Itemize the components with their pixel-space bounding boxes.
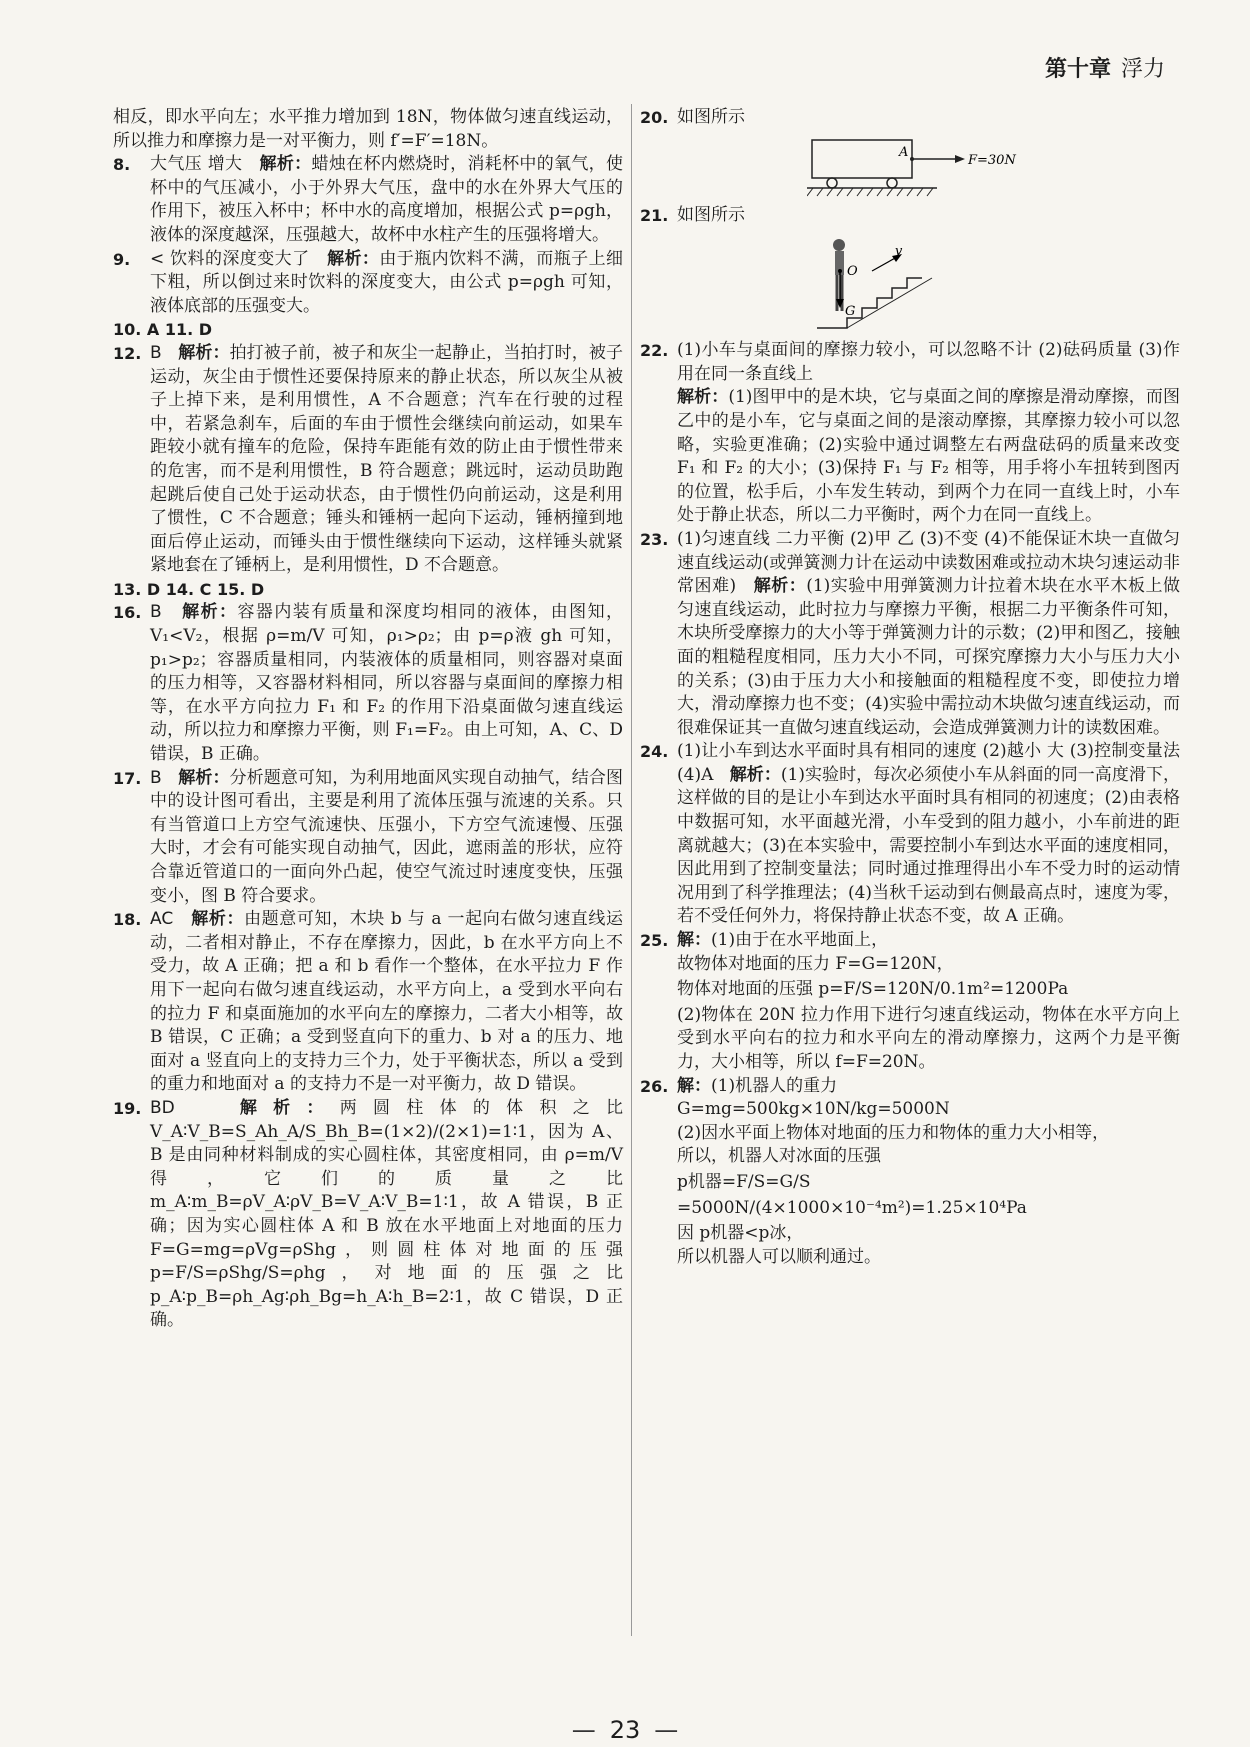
answer-25 xyxy=(640,929,1180,1075)
velocity-arrow xyxy=(872,257,897,271)
question-number: 17. xyxy=(113,768,142,788)
question-number: 20. xyxy=(640,108,669,127)
analysis-text: 两圆柱体的体积之比 V_A∶V_B=S_Ah_A/S_Bh_B=(1×2)/(2×1)=1∶1，因为 A、B 是由同种材料制成的实心圆柱体，其密度相同，由 ρ=m/V 得，它们的质量之比 m_A∶m_B=ρV_A∶ρV_B=V_A∶V_B=1∶1，故 A 错误，B 正确；因为实心圆柱体 A 和 B 放在水平地面上对地面的压力 F=G=mg=ρVg=ρShg，则圆柱体对地面的压强 p=F/S=ρShg/S=ρhg，对地面的压强之比 p_A∶p_B=ρh_Ag∶ρh_Bg=h_A∶h_B=2∶1，故 C 错误，D 正确。 xyxy=(150,1097,624,1331)
analysis-text: 由于瓶内饮料不满，而瓶子上细下粗，所以倒过来时饮料的深度变大，由公式 p=ρgh 可知，液体底部的压强变大。 xyxy=(150,248,624,316)
analysis-label: 解析： xyxy=(677,387,729,408)
force-diagram-block xyxy=(807,136,1037,198)
solution-formula-2: =5000N/(4×1000×10⁻⁴m²)=1.25×10⁴Pa xyxy=(677,1197,1027,1218)
column-divider xyxy=(631,104,632,1636)
analysis-label: 解析： xyxy=(327,248,380,269)
answer-text: BD xyxy=(150,1097,175,1118)
analysis-label: 解析： xyxy=(178,767,230,788)
analysis-text: 容器内装有质量和深度均相同的液体，由图知，V₁<V₂，根据 ρ=m/V 可知，ρ₁>ρ₂；由 p=ρ液 gh 可知，p₁>p₂；容器质量相同，内装液体的质量相同，则容器对桌面的压力相等，又容器材料相同，所以容器与桌面间的摩擦力相等，在水平方向拉力 F₁ 和 F₂ 的作用下沿桌面做匀速直线运动，所以拉力和摩擦力平衡，则 F₁=F₂。由上可知，A、C、D 错误，B 正确。 xyxy=(150,602,624,765)
answer-23 xyxy=(640,528,1180,740)
block-shape xyxy=(812,140,912,178)
analysis-label: 解析： xyxy=(182,602,238,623)
question-number: 21. xyxy=(640,205,669,225)
stairs xyxy=(817,278,922,328)
wheel-right xyxy=(887,178,897,188)
solution-formula-1: p机器=F/S=G/S xyxy=(677,1171,811,1192)
analysis-text: 分析题意可知，为利用地面风实现自动抽气，结合图中的设计图可看出，主要是利用了流体压强与流速的关系。只有当管道口上方空气流速快、压强小，下方空气流速慢、压强大时，才会有可能实现自动抽气，因此，遮雨盖的形状，应符合靠近管道口的一面向外凸起，使空气流过时速度变快，压强变小，图 B 符合要求。 xyxy=(150,767,624,906)
answer-text: B xyxy=(150,602,162,623)
solution-line-2: G=mg=500kg×10N/kg=5000N xyxy=(677,1099,950,1120)
solution-line-7: 因 p机器<p冰， xyxy=(677,1223,804,1244)
question-number: 18. xyxy=(113,910,142,930)
answer-text: < 饮料的深度变大了 xyxy=(150,248,310,269)
question-number: 24. xyxy=(640,742,669,762)
solution-line-4: (2)物体在 20N 拉力作用下进行匀速直线运动，物体在水平方向上受到水平向右的拉力和水平向左的滑动摩擦力，这两个力是平衡力，大小相等，所以 f=F=20N。 xyxy=(677,1004,1180,1072)
answer-12 xyxy=(113,342,623,578)
answer-21 xyxy=(640,204,1180,334)
question-number: 12. xyxy=(113,343,142,363)
solution-line-1: (1)机器人的重力 xyxy=(711,1075,838,1096)
answer-20 xyxy=(640,106,1180,198)
force-label: F=30N xyxy=(968,152,1016,168)
wheel-left xyxy=(827,178,837,188)
force-arrow-head xyxy=(955,155,965,163)
velocity-label: v xyxy=(895,244,903,260)
answer-26 xyxy=(640,1075,1180,1270)
solution-label: 解： xyxy=(677,930,711,951)
analysis-label: 解析： xyxy=(753,576,807,597)
analysis-text: 拍打被子前，被子和灰尘一起静止，当拍打时，被子运动，灰尘由于惯性还要保持原来的静止状态，所以灰尘从被子上掉下来，是利用惯性，A 不合题意；汽车在行驶的过程中，若紧急刹车，后面的车由于惯性会继续向前运动，如果车距较小就有撞车的危险，保持车距能有效的防止由于惯性带来的危害，而不是利用惯性，B 符合题意；跳远时，运动员助跑起跳后使自己处于运动状态，由于惯性仍向前运动，这是利用了惯性，C 不合题意；锤头和锤柄一起向下运动，锤柄撞到地面后停止运动，而锤头由于惯性继续向下运动，这样锤头就紧紧地套在了锤柄上，是利用惯性，D 不合题意。 xyxy=(150,342,624,576)
solution-formula-pressure: 物体对地面的压强 p=F/S=120N/0.1m²=1200Pa xyxy=(677,979,1069,1000)
answers-10-11: 10. A 11. D xyxy=(113,320,213,340)
analysis-text: 蜡烛在杯内燃烧时，消耗杯中的氧气，使杯中的气压减小，小于外界大气压，盘中的水在外界大气压的作用下，被压入杯中；杯中水的高度增加，根据公式 p=ρgh，液体的深度越深，压强越大，故杯中水柱产生的压强将增大。 xyxy=(150,154,624,245)
question-number: 9. xyxy=(113,249,131,269)
answer-22 xyxy=(640,339,1180,528)
analysis-label: 解析： xyxy=(259,154,312,175)
analysis-label: 解析： xyxy=(178,342,230,363)
answer-text: (1)匀速直线 二力平衡 (2)甲 乙 (3)不变 (4)不能保证木块一直做匀速直线运动(或弹簧测力计在运动中读数困难或拉动木块匀速运动非常困难) xyxy=(677,528,1180,597)
q7-continuation: 相反，即水平向左；水平推力增加到 18N，物体做匀速直线运动，所以推力和摩擦力是一对平衡力，则 f′=F′=18N。 xyxy=(113,107,623,151)
answer-text: 如图所示 xyxy=(677,204,745,225)
analysis-label: 解析： xyxy=(239,1097,340,1118)
answer-text: 如图所示 xyxy=(677,107,745,127)
answer-text: (1)小车与桌面间的摩擦力较小，可以忽略不计 (2)砝码质量 (3)作用在同一条直线上 xyxy=(677,340,1180,384)
left-column xyxy=(113,106,623,1333)
answer-16 xyxy=(113,601,623,766)
question-number: 19. xyxy=(113,1098,142,1118)
solution-line-3: (2)因水平面上物体对地面的压力和物体的重力大小相等， xyxy=(677,1122,1110,1143)
page-number: 23 xyxy=(609,1716,641,1744)
answer-text: AC xyxy=(150,909,174,930)
chapter-title: 浮力 xyxy=(1120,57,1165,82)
answer-text: 大气压 增大 xyxy=(150,154,243,175)
answer-text: (1)让小车到达水平面时具有相同的速度 (2)越小 大 (3)控制变量法 (4)A xyxy=(677,741,1180,785)
analysis-text: (1)实验中用弹簧测力计拉着木块在水平木板上做匀速直线运动，此时拉力与摩擦力平衡，根据二力平衡条件可知，木块所受摩擦力的大小等于弹簧测力计的示数；(2)甲和图乙，接触面的粗糙程度相同，压力大小不同，可探究摩擦力大小与压力大小的关系；(3)由于压力大小和接触面的粗糙程度不变，即使拉力增大，滑动摩擦力也不变；(4)实验中需拉动木块做匀速直线运动，而很难保证其一直做匀速直线运动，会造成弹簧测力计的读数困难。 xyxy=(677,576,1180,738)
solution-line-1: (1)由于在水平地面上， xyxy=(711,930,889,951)
answer-9 xyxy=(113,248,623,319)
escalator-diagram xyxy=(807,233,937,333)
answer-18 xyxy=(113,908,623,1097)
answer-17 xyxy=(113,767,623,909)
answer-8 xyxy=(113,153,623,247)
point-label: A xyxy=(899,144,909,160)
solution-line-2: 故物体对地面的压力 F=G=120N， xyxy=(677,953,954,974)
footer-dash-right: — xyxy=(654,1716,679,1744)
question-number: 22. xyxy=(640,341,669,361)
answer-24 xyxy=(640,740,1180,929)
analysis-label: 解析： xyxy=(729,764,781,785)
answer-19 xyxy=(113,1097,623,1333)
footer-dash-left: — xyxy=(571,1716,596,1744)
gravity-label: G xyxy=(845,304,856,320)
chapter-header xyxy=(1045,52,1165,83)
point-o-label: O xyxy=(847,264,858,280)
question-number: 8. xyxy=(113,155,131,175)
page-number-footer xyxy=(0,1716,1250,1744)
chapter-number: 第十章 xyxy=(1044,57,1111,82)
answer-text: B xyxy=(150,767,162,788)
question-number: 25. xyxy=(640,931,669,951)
question-number: 16. xyxy=(113,603,142,623)
analysis-text: 由题意可知，木块 b 与 a 一起向右做匀速直线运动，二者相对静止，不存在摩擦力，因此，b 在水平方向上不受力，故 A 正确；把 a 和 b 看作一个整体，在水平拉力 F 作用下一起向右做匀速直线运动，水平方向上，a 受到水平向右的拉力 F 和桌面施加的水平向左的摩擦力，二者大小相等，故 B 错误，C 正确；a 受到竖直向下的重力、b 对 a 的压力、地面对 a 竖直向上的支持力三个力，处于平衡状态，所以 a 受到的重力和地面对 a 的支持力不是一对平衡力，故 D 错误。 xyxy=(150,909,624,1095)
analysis-label: 解析： xyxy=(191,909,245,930)
answers-13-15: 13. D 14. C 15. D xyxy=(113,579,265,599)
question-number: 23. xyxy=(640,529,669,549)
question-number: 26. xyxy=(640,1076,669,1096)
solution-line-8: 所以机器人可以顺利通过。 xyxy=(677,1246,881,1267)
person-head xyxy=(833,239,845,251)
solution-label: 解： xyxy=(677,1075,711,1096)
right-column xyxy=(640,106,1180,1269)
analysis-text: (1)实验时，每次必须使小车从斜面的同一高度滑下，这样做的目的是让小车到达水平面时具有相同的初速度；(2)由表格中数据可知，水平面越光滑，小车受到的阻力越小，小车前进的距离就越大；(3)在本实验中，需要控制小车到达水平面的速度相同，因此用到了控制变量法；同时通过推理得出小车不受力时的运动情况用到了科学推理法；(4)当秋千运动到右侧最高点时，速度为零，若不受任何外力，将保持静止状态不变，故 A 正确。 xyxy=(677,764,1180,927)
escalator-rail xyxy=(847,278,932,328)
solution-line-4: 所以，机器人对冰面的压强 xyxy=(677,1146,881,1167)
analysis-text: (1)图甲中的是木块，它与桌面之间的摩擦是滑动摩擦，而图乙中的是小车，它与桌面之间的是滚动摩擦，其摩擦力较小可以忽略，实验更准确；(2)实验中通过调整左右两盘砝码的质量来改变 F₁ 和 F₂ 的大小；(3)保持 F₁ 与 F₂ 相等，用手将小车扭转到图丙的位置，松手后，小车发生转动，到两个力在同一直线上时，小车处于静止状态，所以二力平衡时，两个力在同一直线上。 xyxy=(677,387,1180,526)
answer-text: B xyxy=(150,342,162,363)
ground-hatch xyxy=(807,188,933,196)
